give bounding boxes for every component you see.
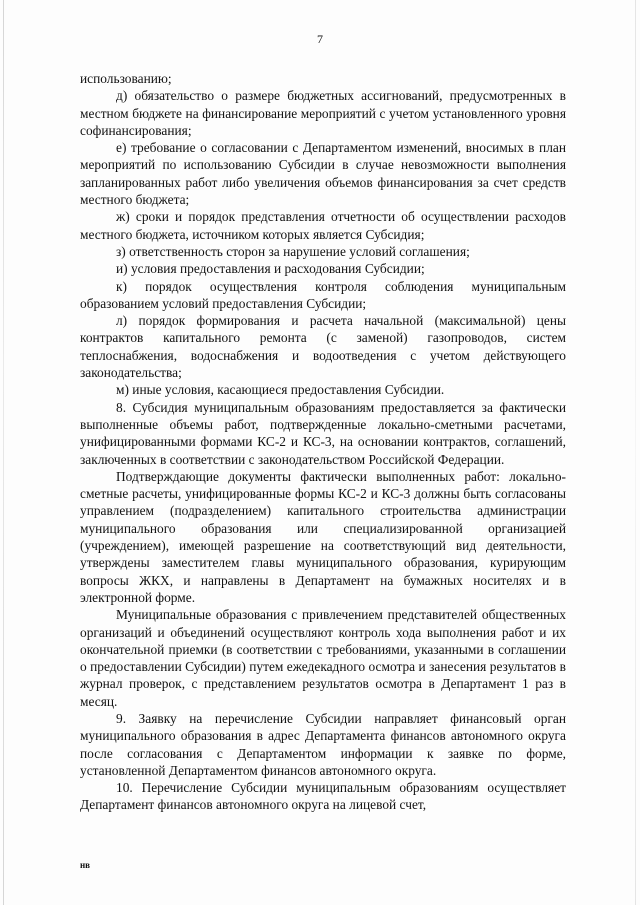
paragraph: 8. Субсидия муниципальным образованиям предоставляется за фактически выполненные объемы работ, подтвержденные локально-сметными расчетами, унифицированными формами КС-2 и КС-3, на основании контрактов, соглашений, заключенных в соответствии с законодательством Российской Федерации.: [80, 399, 566, 467]
paragraph: д) обязательство о размере бюджетных ассигнований, предусмотренных в местном бюджете на финансирование мероприятий с учетом установленного уровня софинансирования;: [80, 88, 566, 138]
paragraph: Муниципальные образования с привлечением представителей общественных организаций и объединений осуществляют контроль хода выполнения работ и их окончательной приемки (в соответствии с требованиями, указанными в соглашении о предоставлении Субсидии) путем ежедекадного осмотра и занесения результатов в журнал проверок, с представлением результатов осмотра в Департамент 1 раз в месяц.: [80, 607, 566, 709]
paragraph: использованию;: [80, 71, 172, 86]
document-body: [80, 70, 566, 814]
paragraph: к) порядок осуществления контроля соблюдения муниципальным образованием условий предоставления Субсидии;: [80, 278, 566, 311]
paragraph: 10. Перечисление Субсидии муниципальным образованиям осуществляет Департамент финансов автономного округа на лицевой счет,: [80, 780, 566, 813]
paragraph: з) ответственность сторон за нарушение условий соглашения;: [116, 243, 470, 259]
paragraph: и) условия предоставления и расходования Субсидии;: [116, 261, 425, 277]
paragraph: ж) сроки и порядок представления отчетности об осуществлении расходов местного бюджета, источником которых является Субсидия;: [80, 209, 566, 242]
paragraph: л) порядок формирования и расчета начальной (максимальной) цены контрактов капитального ремонта (с заменой) газопроводов, систем теплоснабжения, водоснабжения и водоотведения с учетом действующего законодательства;: [80, 313, 566, 381]
paragraph: Подтверждающие документы фактически выполненных работ: локально-сметные расчеты, унифицированные формы КС-2 и КС-3 должны быть согласованы управлением (подразделением) капитального строительства администрации муниципального образования или специализированной организацией (учреждением), имеющей разрешение на соответствующий вид деятельности, утверждены заместителем главы муниципального образования, курирующим вопросы ЖКХ, и направлены в Департамент на бумажных носителях и в электронной форме.: [80, 468, 566, 605]
page-number: 7: [317, 32, 323, 46]
footer-initials: нв: [80, 860, 91, 870]
paragraph: м) иные условия, касающиеся предоставления Субсидии.: [116, 382, 445, 398]
paragraph: 9. Заявку на перечисление Субсидии направляет финансовый орган муниципального образования в адрес Департамента финансов автономного округа после согласования с Департаментом информации к заявке по форме, установленной Департаментом финансов автономного округа.: [80, 710, 566, 778]
paragraph: е) требование о согласовании с Департаментом изменений, вносимых в план мероприятий по использованию Субсидии в случае невозможности выполнения запланированных работ либо увеличения объемов финансирования за счет средств местного бюджета;: [80, 140, 566, 208]
